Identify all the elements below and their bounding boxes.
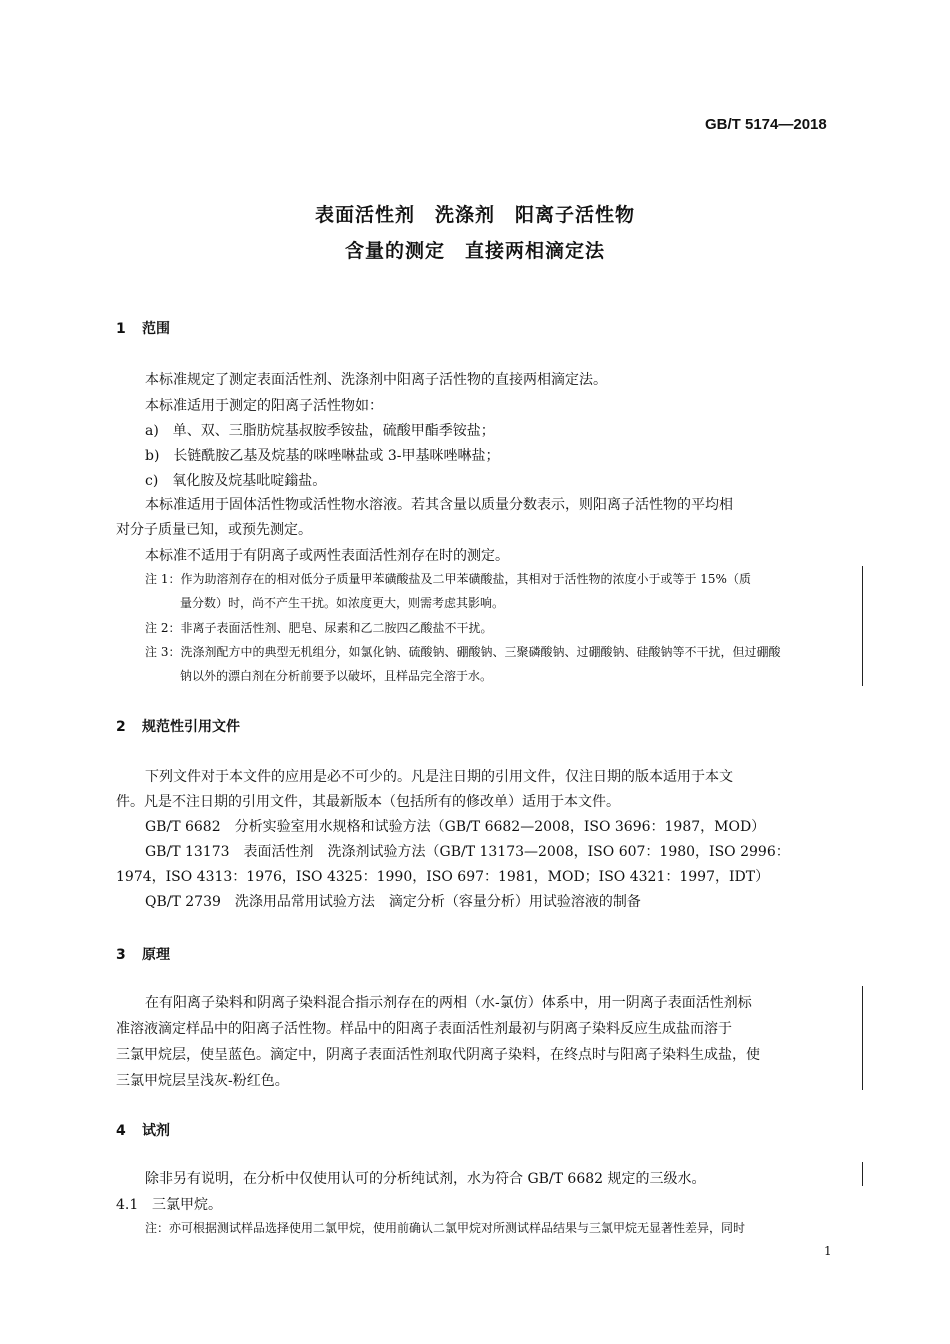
section-2-heading (116, 716, 240, 736)
paragraph-continued: 三氯甲烷层，使呈蓝色。滴定中，阴离子表面活性剂取代阴离子染料，在终点时与阳离子染料生成盐，使 (116, 1047, 760, 1063)
paragraph: 本标准规定了测定表面活性剂、洗涤剂中阳离子活性物的直接两相滴定法。 (145, 372, 607, 388)
section-title: 原理 (142, 947, 170, 963)
section-title: 范围 (142, 321, 170, 337)
paragraph: 本标准适用于测定的阳离子活性物如： (145, 398, 383, 414)
section-number: 2 (116, 719, 126, 735)
document-title-line-1: 表面活性剂 洗涤剂 阳离子活性物 (314, 204, 635, 226)
paragraph: 下列文件对于本文件的应用是必不可少的。凡是注日期的引用文件，仅注日期的版本适用于本文 (145, 769, 733, 785)
section-4-heading (116, 1120, 170, 1140)
subsection-4-1 (116, 1194, 222, 1214)
note: 注：亦可根据测试样品选择使用二氯甲烷，使用前确认二氯甲烷对所测试样品结果与三氯甲烷无显著性差异，同时 (145, 1221, 746, 1235)
subsection-number: 4.1 (116, 1197, 139, 1213)
paragraph-continued: 准溶液滴定样品中的阳离子活性物。样品中的阳离子表面活性剂最初与阴离子染料反应生成盐而溶于 (116, 1021, 732, 1037)
standard-number: GB/T 5174—2018 (705, 116, 827, 133)
paragraph: 除非另有说明，在分析中仅使用认可的分析纯试剂，水为符合 GB/T 6682 规定的三级水。 (145, 1171, 706, 1187)
paragraph-continued: 三氯甲烷层呈浅灰-粉红色。 (116, 1073, 289, 1089)
section-number: 3 (116, 947, 126, 963)
note-3-continued: 钠以外的漂白剂在分析前要予以破坏，且样品完全溶于水。 (180, 669, 493, 683)
section-1-heading (116, 318, 170, 338)
document-title-line-2: 含量的测定 直接两相滴定法 (344, 240, 605, 262)
note-3: 注 3：洗涤剂配方中的典型无机组分，如氯化钠、硫酸钠、硼酸钠、三聚磷酸钠、过硼酸钠、硅酸钠等不干扰，但过硼酸 (145, 645, 781, 659)
list-item-a: a) 单、双、三脂肪烷基叔胺季铵盐，硫酸甲酯季铵盐； (145, 423, 495, 439)
change-bar (862, 986, 863, 1090)
section-title: 规范性引用文件 (142, 719, 240, 735)
paragraph-continued: 件。凡是不注日期的引用文件，其最新版本（包括所有的修改单）适用于本文件。 (116, 794, 620, 810)
reference-gb-t-6682: GB/T 6682 分析实验室用水规格和试验方法（GB/T 6682—2008，ISO 3696：1987，MOD） (145, 819, 766, 835)
section-title: 试剂 (142, 1123, 170, 1139)
list-item-b: b) 长链酰胺乙基及烷基的咪唑啉盐或 3-甲基咪唑啉盐； (145, 448, 500, 464)
paragraph: 本标准适用于固体活性物或活性物水溶液。若其含量以质量分数表示，则阳离子活性物的平均相 (145, 497, 733, 513)
change-bar (862, 1162, 863, 1186)
reference-gb-t-13173: GB/T 13173 表面活性剂 洗涤剂试验方法（GB/T 13173—2008，ISO 607：1980，ISO 2996： (145, 844, 790, 860)
note-2: 注 2：非离子表面活性剂、肥皂、尿素和乙二胺四乙酸盐不干扰。 (145, 621, 493, 635)
subsection-label: 三氯甲烷。 (152, 1197, 222, 1213)
page-number: 1 (824, 1244, 832, 1258)
section-number: 4 (116, 1123, 126, 1139)
section-3-heading (116, 944, 170, 964)
change-bar (862, 566, 863, 686)
section-number: 1 (116, 321, 126, 337)
paragraph-continued: 对分子质量已知，或预先测定。 (116, 522, 312, 538)
note-1: 注 1：作为助溶剂存在的相对低分子质量甲苯磺酸盐及二甲苯磺酸盐，其相对于活性物的浓度小于或等于 15%（质 (145, 572, 751, 586)
list-item-c: c) 氧化胺及烷基吡啶鎓盐。 (145, 473, 327, 489)
paragraph: 在有阳离子染料和阴离子染料混合指示剂存在的两相（水-氯仿）体系中，用一阴离子表面活性剂标 (145, 995, 752, 1011)
reference-qb-t-2739: QB/T 2739 洗涤用品常用试验方法 滴定分析（容量分析）用试验溶液的制备 (145, 894, 641, 910)
note-1-continued: 量分数）时，尚不产生干扰。如浓度更大，则需考虑其影响。 (180, 596, 505, 610)
paragraph: 本标准不适用于有阴离子或两性表面活性剂存在时的测定。 (145, 548, 509, 564)
reference-gb-t-13173-continued: 1974，ISO 4313：1976，ISO 4325：1990，ISO 697：1981，MOD；ISO 4321：1997，IDT） (116, 869, 770, 885)
